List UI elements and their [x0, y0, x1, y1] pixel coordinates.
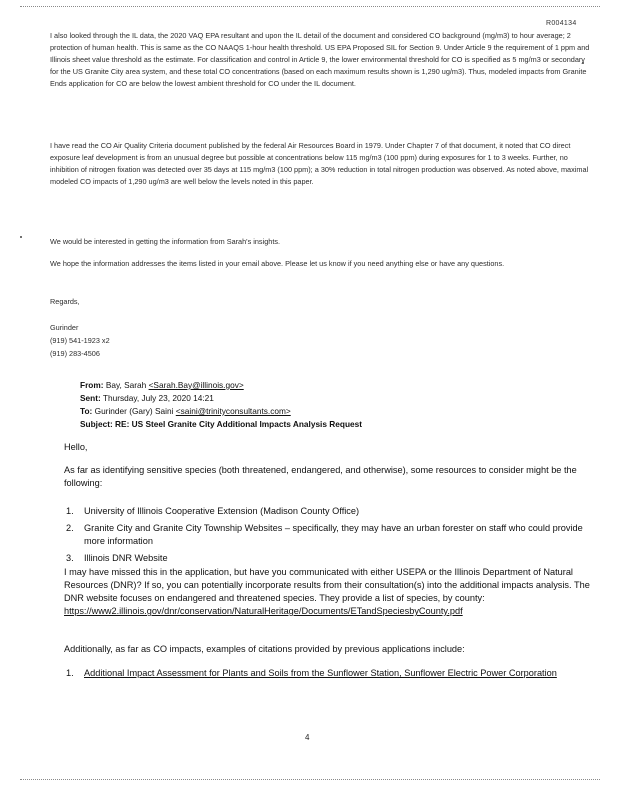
list-text: University of Illinois Cooperative Extension (Madison County Office): [84, 506, 360, 516]
resources-list: [66, 505, 590, 565]
sent-label: Sent:: [80, 393, 101, 403]
citations-list: [66, 667, 590, 680]
intro-paragraph-1: I also looked through the IL data, the 2020 VAQ EPA resultant and upon the IL detail of the document and considered CO background (mg/m3) to hour average; 2 protection of human health. This is same as the CO NAAQS 1-hour health threshold. US EPA Proposed SIL for Section 9. Under Article 9 the requirement of 1 ppm and Illinois sheet value threshold as the estimate. For classification and control in Article 9, the lower environmental threshold for CO is specified as 5 mg/m3 or secondary for the US Granite City area system, and these total CO concentrations (based on each maximum results shown is 1,290 ug/m3). Thus, modeled impacts from Granite Ends application for CO are below the lowest ambient threshold for CO under the IL document.: [50, 31, 590, 88]
scan-edge-top: [20, 6, 600, 7]
email-subject-line: [80, 418, 590, 430]
email-to-line: [80, 405, 590, 417]
bates-number: R004134: [546, 20, 577, 27]
signature-mobile-phone: (919) 283-4506: [50, 349, 100, 358]
intro-paragraph-3: We would be interested in getting the information from Sarah's insights.: [50, 237, 281, 246]
email-sent-line: [80, 392, 590, 404]
list-text: Illinois DNR Website: [84, 553, 168, 563]
co-paragraph: Additionally, as far as CO impacts, examples of citations provided by previous applications include:: [64, 644, 465, 654]
list-number: 1.: [66, 668, 74, 678]
to-email-link[interactable]: <saini@trinityconsultants.com>: [175, 406, 291, 416]
species-paragraph: As far as identifying sensitive species (both threatened, endangered, and otherwise), some resources to consider might be the following:: [64, 465, 577, 488]
list-number: 2.: [66, 523, 74, 533]
usepa-text: I may have missed this in the application, but have you communicated with either USEPA or the Illinois Department of Natural Resources (DNR)? If so, you can potentially incorporate results from their consultation(s) into the additional impacts analysis. The DNR website focuses on endangered and threatened species. They provide a list of species, by county:: [64, 567, 590, 603]
closing: Regards,: [50, 297, 80, 306]
list-number: 3.: [66, 553, 74, 563]
page-number: 4: [305, 733, 310, 742]
citation-link[interactable]: Additional Impact Assessment for Plants and Soils from the Sunflower Station, Sunflower Electric Power Corporation: [84, 668, 557, 678]
greeting: Hello,: [64, 442, 88, 452]
to-name: Gurinder (Gary) Saini: [94, 406, 174, 416]
email-from-line: [80, 379, 590, 391]
intro-paragraph-4: We hope the information addresses the items listed in your email above. Please let us know if you need anything else or have any questions.: [50, 259, 505, 268]
list-number: 1.: [66, 506, 74, 516]
subject-label: Subject:: [80, 419, 113, 429]
list-item: [66, 552, 590, 565]
list-item: [66, 505, 590, 518]
usepa-paragraph: [64, 566, 590, 618]
list-item: [66, 667, 590, 680]
signature-office-phone: (919) 541-1923 x2: [50, 336, 110, 345]
from-name: Bay, Sarah: [105, 380, 147, 390]
from-label: From:: [80, 380, 104, 390]
list-text: Granite City and Granite City Township Websites – specifically, they may have an urban forester on staff who could provide more information: [84, 523, 583, 546]
subject-value: RE: US Steel Granite City Additional Impacts Analysis Request: [115, 419, 363, 429]
signature-name: Gurinder: [50, 323, 79, 332]
scan-edge-bottom: [20, 779, 600, 780]
sent-value: Thursday, July 23, 2020 14:21: [102, 393, 214, 403]
from-email-link[interactable]: <Sarah.Bay@illinois.gov>: [148, 380, 244, 390]
intro-paragraph-2: I have read the CO Air Quality Criteria document published by the federal Air Resources Board in 1979. Under Chapter 7 of that document, it noted that CO direct exposure leaf development is from an unusual degree but possible at concentrations below 115 mg/m3 (100 ppm) during exposures for 1 to 3 weeks. Further, no inhibition of nitrogen fixation was detected over 35 days at 115 mg/m3 (100 ppm); a 30% reduction in total nitrogen production was observed. As noted above, maximal modeled CO impacts of 1,290 ug/m3 are well below the levels noted in this paper.: [50, 141, 589, 186]
dnr-species-link[interactable]: https://www2.illinois.gov/dnr/conservation/NaturalHeritage/Documents/ETandSpeciesbyCounty.pdf: [64, 606, 463, 616]
list-item: [66, 522, 590, 548]
scan-speck: [20, 236, 22, 238]
to-label: To:: [80, 406, 93, 416]
